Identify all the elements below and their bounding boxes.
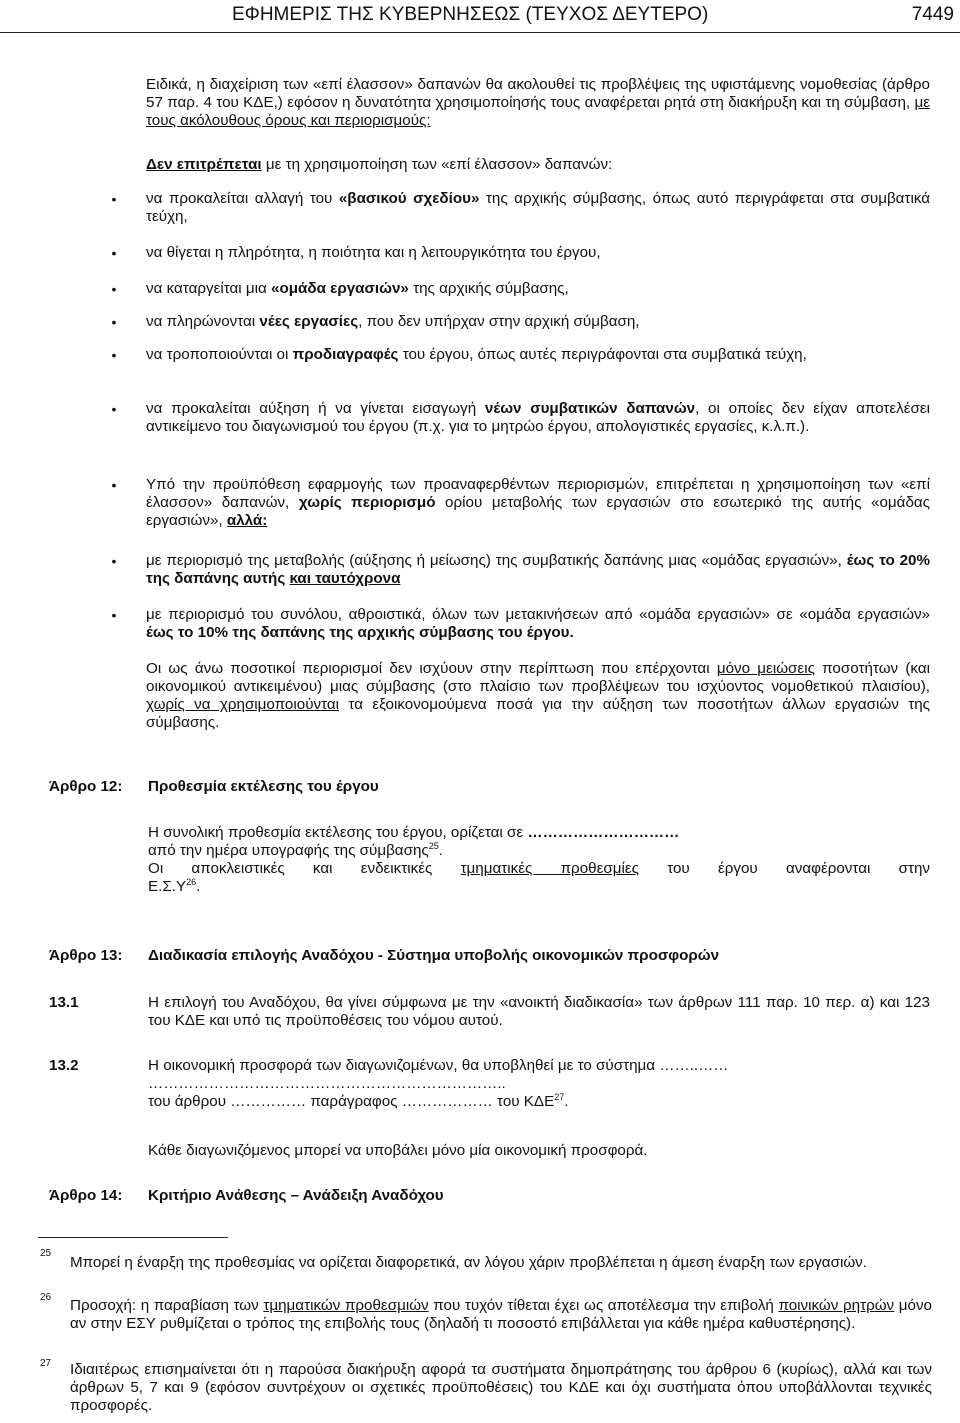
footnote-26: Προσοχή: η παραβίαση των τμηματικών προθεσμιών που τυχόν τίθεται έχει ως αποτέλεσμα την επιβολή ποινικών ρητρών μόνο αν στην ΕΣΥ ρυθμίζεται ο τρόπος της επιβολής τους (δηλαδή τι ποσοστό επιβάλλεται για κάθε ημέρα καθυστέρησης).: [70, 1297, 932, 1332]
section-13-2-number: 13.2: [49, 1057, 79, 1074]
bullet-icon: •: [111, 281, 117, 297]
footnote-27: Ιδιαιτέρως επισημαίνεται ότι η παρούσα διακήρυξη αφορά τα συστήματα δημοπράτησης του άρθρου 6 (κυρίως), αλλά και των άρθρων 5, 7 και 9 (εφόσον συντρέχουν οι σχετικές προϋποθέσεις) του ΚΔΕ και όχι συστήματα όπου υποβάλλονται τεχνικές προσφορές.: [70, 1361, 932, 1414]
article-14-title: Κριτήριο Ανάθεσης – Ανάδειξη Αναδόχου: [148, 1187, 444, 1204]
bullet-icon: •: [111, 553, 117, 569]
bullet-item-5: να τροποποιούνται οι προδιαγραφές του έργου, όπως αυτές περιγράφονται στα συμβατικά τεύχη,: [146, 346, 807, 363]
footnote-separator: [38, 1237, 228, 1238]
bullet-icon: •: [111, 401, 117, 417]
article-12-label: Άρθρο 12:: [49, 778, 123, 795]
bullet-icon: •: [111, 314, 117, 330]
bullet-item-9: με περιορισμό του συνόλου, αθροιστικά, όλων των μετακινήσεων από «ομάδα εργασιών» σε «ομάδα εργασιών» έως το 10% της δαπάνης της αρχικής σύμβασης του έργου.: [146, 606, 930, 641]
bullet-item-7: Υπό την προϋπόθεση εφαρμογής των προαναφερθέντων περιορισμών, επιτρέπεται η χρησιμοποίηση των «επί έλασσον» δαπανών, χωρίς περιορισμό ορίου μεταβολής των εργασιών στο εσωτερικό της αυτής «ομάδας εργασιών», αλλά:: [146, 476, 930, 529]
article-14-label: Άρθρο 14:: [49, 1187, 123, 1204]
section-13-2-note: Κάθε διαγωνιζόμενος μπορεί να υποβάλει μόνο μία οικονομική προσφορά.: [148, 1142, 648, 1159]
footnote-ref-27: 27: [554, 1091, 565, 1102]
page-number: 7449: [911, 4, 954, 25]
bullet-item-8: με περιορισμό της μεταβολής (αύξησης ή μείωσης) της συμβατικής δαπάνης μιας «ομάδας εργασιών», έως το 20% της δαπάνης αυτής και ταυτόχρονα: [146, 552, 930, 587]
gazette-title: ΕΦΗΜΕΡΙΣ ΤΗΣ ΚΥΒΕΡΝΗΣΕΩΣ (ΤΕΥΧΟΣ ΔΕΥΤΕΡΟ): [232, 4, 709, 25]
article-13-label: Άρθρο 13:: [49, 947, 123, 964]
bullet-item-3: να καταργείται μια «ομάδα εργασιών» της αρχικής σύμβασης,: [146, 280, 569, 297]
bullet-icon: •: [111, 347, 117, 363]
article-12-body: Η συνολική προθεσμία εκτέλεσης του έργου, ορίζεται σε ………………………… από την ημέρα υπογραφής της σύμβασης$^{25}$. Οι αποκλειστικές και ενδεικτικές τμηματικές προθεσμίες του έργου αναφέρονται στην $E.\Sigma.\Upsilon^{26}$.: [148, 824, 930, 895]
bullet-item-2: να θίγεται η πληρότητα, η ποιότητα και η λειτουργικότητα του έργου,: [146, 244, 601, 261]
footnote-number-26: 26: [40, 1292, 52, 1303]
bullet-item-6: να προκαλείται αύξηση ή να γίνεται εισαγωγή νέων συμβατικών δαπανών, οι οποίες δεν είχαν αποτελέσει αντικείμενο του διαγωνισμού του έργου (π.χ. για το μητρώο έργου, απολογιστικές εργασίες, κ.λ.π.).: [146, 400, 930, 435]
footnote-25: Μπορεί η έναρξη της προθεσμίας να ορίζεται διαφορετικά, αν λόγου χάριν προβλέπεται η άμεση έναρξη των εργασιών.: [70, 1254, 867, 1271]
footnote-number-27: 27: [40, 1358, 52, 1369]
article-12-title: Προθεσμία εκτέλεσης του έργου: [148, 778, 379, 795]
intro-paragraph: Ειδικά, η διαχείριση των «επί έλασσον» δαπανών θα ακολουθεί τις προβλέψεις της υφιστάμενης νομοθεσίας (άρθρο 57 παρ. 4 του ΚΔΕ,) εφόσον η δυνατότητα χρησιμοποίησής τους αναφέρεται ρητά στη διακήρυξη και τη σύμβαση, με τους ακόλουθους όρους και περιορισμούς:: [146, 76, 930, 129]
section-13-2-text: Η οικονομική προσφορά των διαγωνιζομένων, θα υποβληθεί με το σύστημα ……..…… …………………………………………………………….. του άρθρου …………… παράγραφος ……………… του ΚΔΕ$^{27}$.: [148, 1057, 729, 1110]
bullet-icon: •: [111, 191, 117, 207]
footnote-number-25: 25: [40, 1248, 52, 1259]
footnote-ref-25: 25: [428, 840, 439, 851]
section-13-1-text: Η επιλογή του Αναδόχου, θα γίνει σύμφωνα με την «ανοικτή διαδικασία» των άρθρων 111 παρ. 10 περ. α) και 123 του ΚΔΕ και υπό τις προϋποθέσεις του νόμου αυτού.: [148, 994, 930, 1029]
section-13-1-number: 13.1: [49, 994, 79, 1011]
bullet-icon: •: [111, 607, 117, 623]
not-allowed-heading: Δεν επιτρέπεται με τη χρησιμοποίηση των «επί έλασσον» δαπανών:: [146, 156, 613, 173]
bullet-icon: •: [111, 477, 117, 493]
footnote-ref-26: 26: [186, 876, 197, 887]
bullet-icon: •: [111, 245, 117, 261]
bullet-item-1: να προκαλείται αλλαγή του «βασικού σχεδίου» της αρχικής σύμβασης, όπως αυτό περιγράφεται στα συμβατικά τεύχη,: [146, 190, 931, 225]
article-13-title: Διαδικασία επιλογής Αναδόχου - Σύστημα υποβολής οικονομικών προσφορών: [148, 947, 720, 964]
page-header: [0, 0, 960, 33]
limits-note: Οι ως άνω ποσοτικοί περιορισμοί δεν ισχύουν στην περίπτωση που επέρχονται μόνο μειώσεις ποσοτήτων (και οικονομικού αντικειμένου) μιας σύμβασης (στο πλαίσιο των προβλέψεων του ισχύοντος νομοθετικού πλαισίου), χωρίς να χρησιμοποιούνται τα εξοικονομούμενα ποσά για την αύξηση των ποσοτήτων άλλων εργασιών της σύμβασης.: [146, 660, 930, 731]
bullet-item-4: να πληρώνονται νέες εργασίες, που δεν υπήρχαν στην αρχική σύμβαση,: [146, 313, 640, 330]
